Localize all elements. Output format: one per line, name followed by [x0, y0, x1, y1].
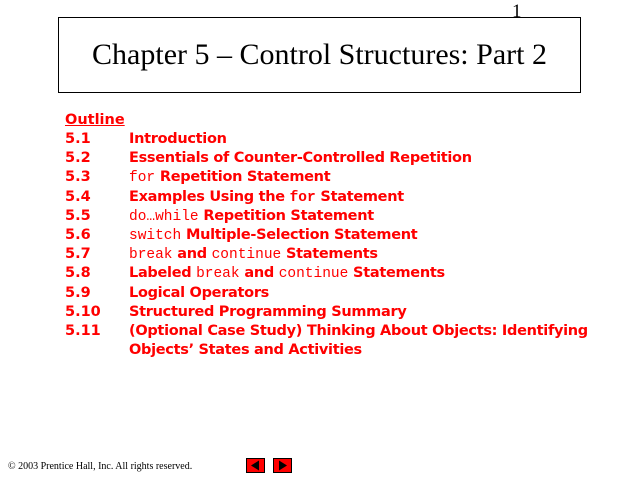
code-keyword: for — [289, 189, 316, 206]
outline-item-number: 5.9 — [65, 284, 91, 301]
outline-item-text — [129, 149, 472, 168]
outline-text-segment: Statement — [315, 188, 404, 205]
outline-text-segment: Essentials of Counter-Controlled Repetition — [129, 150, 472, 167]
outline-item-text — [129, 130, 227, 149]
outline-text-segment: Repetition Statement — [155, 169, 331, 186]
previous-slide-button[interactable] — [246, 458, 265, 473]
outline-heading: Outline — [65, 112, 125, 128]
outline-item-number: 5.8 — [65, 265, 91, 282]
outline-item-number: 5.3 — [65, 169, 91, 186]
outline-text-segment: and — [239, 265, 279, 282]
outline-item — [65, 245, 625, 264]
outline-item — [65, 168, 625, 187]
outline-item-text — [129, 245, 378, 265]
outline-text-segment: (Optional Case Study) Thinking About Objects: Identifying — [129, 322, 588, 339]
outline-item-text — [129, 168, 330, 188]
outline-item-text — [129, 207, 374, 227]
outline-item-number: 5.2 — [65, 150, 91, 167]
outline — [65, 111, 625, 360]
outline-item — [65, 130, 625, 149]
outline-item — [65, 188, 625, 207]
next-slide-button[interactable] — [273, 458, 292, 473]
outline-item — [65, 207, 625, 226]
outline-item — [65, 284, 625, 303]
outline-item — [65, 303, 625, 322]
code-keyword: continue — [211, 247, 282, 264]
outline-text-segment: Statements — [281, 246, 378, 263]
outline-text-segment: Labeled — [129, 265, 197, 282]
code-keyword: break — [129, 247, 173, 264]
outline-text-segment: Structured Programming Summary — [129, 303, 407, 320]
outline-text-segment: Statements — [348, 265, 445, 282]
outline-item-text — [129, 188, 404, 208]
slide-number: 1 — [512, 1, 522, 22]
triangle-right-icon — [274, 459, 291, 472]
outline-item — [65, 264, 625, 283]
outline-item-text — [129, 341, 362, 360]
code-keyword: for — [129, 170, 156, 187]
outline-list — [65, 130, 625, 360]
outline-item-number: 5.1 — [65, 131, 91, 147]
triangle-left-icon — [247, 459, 264, 472]
outline-text-segment: Objects’ States and Activities — [129, 342, 362, 359]
title-box — [58, 17, 581, 93]
outline-item-number: 5.5 — [65, 207, 91, 224]
outline-item-number: 5.10 — [65, 303, 101, 320]
outline-item — [65, 322, 625, 341]
code-keyword: do…while — [129, 208, 199, 225]
outline-item-text — [129, 264, 445, 284]
outline-item — [65, 149, 625, 168]
outline-item-text — [129, 303, 406, 322]
outline-item-text — [129, 284, 269, 303]
outline-text-segment: and — [172, 246, 212, 263]
outline-item-number: 5.7 — [65, 246, 91, 263]
outline-item-text — [129, 226, 417, 246]
outline-text-segment: Examples Using the — [129, 188, 290, 205]
outline-text-segment: Multiple-Selection Statement — [181, 226, 418, 243]
code-keyword: switch — [129, 227, 182, 244]
outline-item — [65, 341, 625, 360]
outline-item-text — [129, 322, 588, 341]
copyright-footer: © 2003 Prentice Hall, Inc. All rights reserved. — [8, 461, 193, 472]
outline-item-number: 5.6 — [65, 226, 91, 243]
outline-item — [65, 226, 625, 245]
outline-text-segment: Repetition Statement — [198, 207, 374, 224]
code-keyword: break — [196, 266, 240, 283]
outline-text-segment: Introduction — [129, 131, 227, 147]
outline-text-segment: Logical Operators — [129, 284, 269, 301]
slide-title: Chapter 5 – Control Structures: Part 2 — [92, 38, 547, 71]
code-keyword: continue — [278, 266, 349, 283]
outline-item-number: 5.4 — [65, 188, 91, 205]
outline-item-number: 5.11 — [65, 322, 101, 339]
